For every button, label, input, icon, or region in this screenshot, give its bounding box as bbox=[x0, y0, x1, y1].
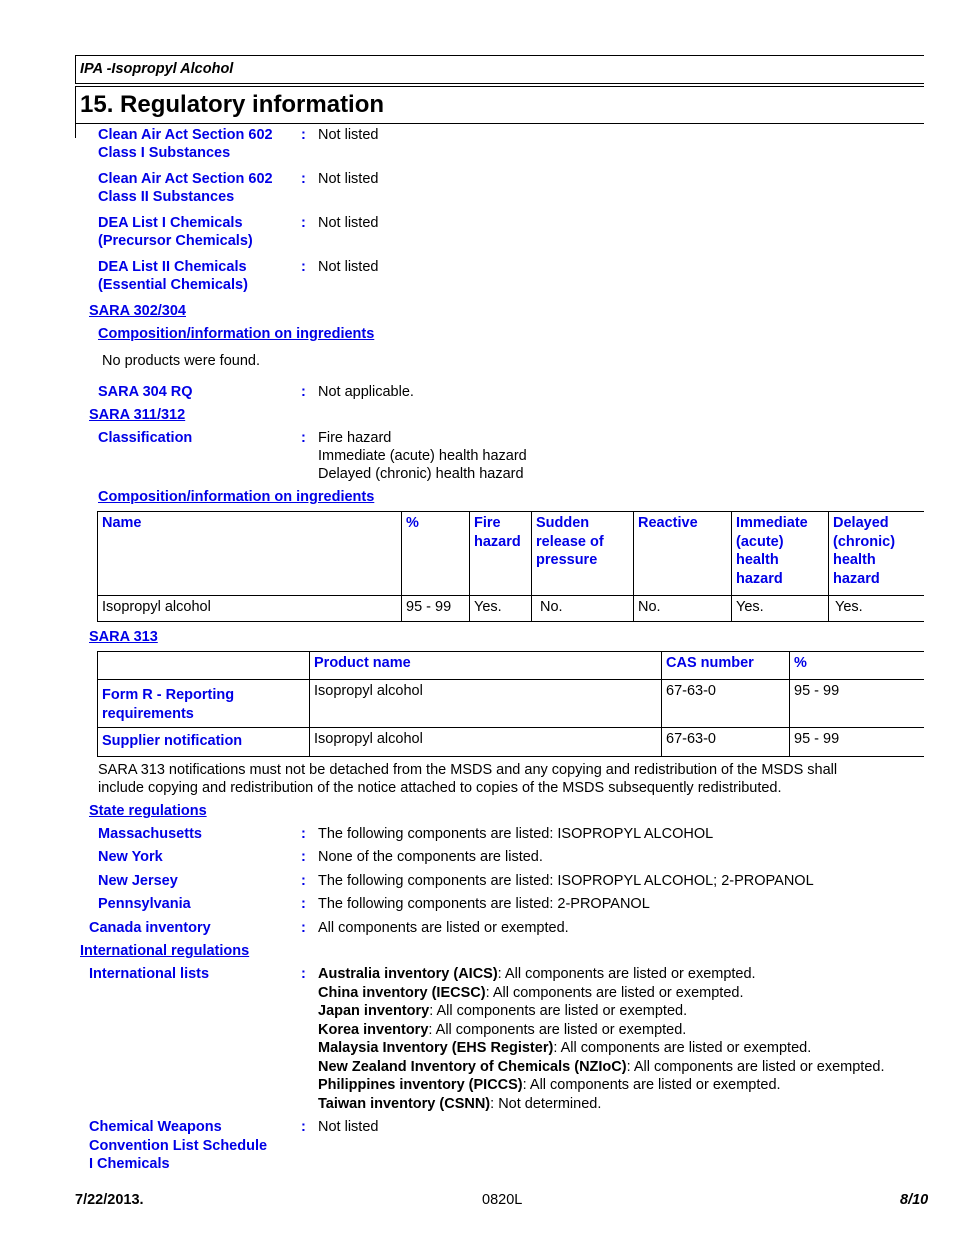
document-title-bar bbox=[75, 55, 924, 84]
col-percent: % bbox=[790, 652, 925, 680]
inventory-status: : All components are listed or exempted. bbox=[485, 984, 744, 1001]
table-row bbox=[98, 728, 925, 757]
cell: 95 - 99 bbox=[402, 596, 470, 622]
sara-313-note bbox=[98, 761, 837, 797]
table-row bbox=[98, 680, 925, 728]
label-line: Class I Substances bbox=[98, 145, 231, 161]
massachusetts-value: The following components are listed: ISOPROPYL ALCOHOL bbox=[318, 826, 714, 842]
classification-label: Classification bbox=[98, 430, 193, 446]
footer-code: 0820L bbox=[482, 1192, 523, 1208]
cell: 67-63-0 bbox=[662, 728, 790, 757]
colon: : bbox=[301, 384, 306, 400]
cell: 95 - 99 bbox=[790, 728, 925, 757]
row-label-form-r: Form R - Reporting requirements bbox=[98, 680, 310, 728]
colon: : bbox=[301, 1119, 306, 1135]
cell: Yes. bbox=[470, 596, 532, 622]
classification-item: Delayed (chronic) health hazard bbox=[318, 466, 524, 482]
colon: : bbox=[301, 920, 306, 936]
classification-item: Immediate (acute) health hazard bbox=[318, 448, 527, 464]
list-item bbox=[318, 965, 885, 984]
canada-inventory-value: All components are listed or exempted. bbox=[318, 920, 569, 936]
label-line: Convention List Schedule bbox=[89, 1137, 268, 1154]
international-regulations-heading: International regulations bbox=[80, 943, 250, 959]
label-line: Class II Substances bbox=[98, 189, 235, 205]
classification-item: Fire hazard bbox=[318, 430, 392, 446]
colon: : bbox=[301, 127, 306, 143]
note-line: include copying and redistribution of the notice attached to copies of the MSDS subsequently redistributed. bbox=[98, 780, 782, 796]
canada-inventory-label: Canada inventory bbox=[89, 920, 211, 936]
cell: Isopropyl alcohol bbox=[98, 596, 402, 622]
sara-311-heading: SARA 311/312 bbox=[89, 407, 186, 423]
inventory-name: Malaysia Inventory (EHS Register) bbox=[318, 1040, 554, 1056]
section-title-bar bbox=[75, 86, 924, 124]
dea-list1-value: Not listed bbox=[318, 215, 379, 231]
empty-header-cell bbox=[98, 652, 310, 680]
table-header-row bbox=[98, 652, 925, 680]
international-lists bbox=[318, 965, 885, 1113]
cell: Isopropyl alcohol bbox=[310, 728, 662, 757]
inventory-status: : Not determined. bbox=[490, 1095, 602, 1112]
state-regulations-heading: State regulations bbox=[89, 803, 207, 819]
col-percent: % bbox=[402, 512, 470, 596]
new-jersey-label: New Jersey bbox=[98, 873, 178, 889]
new-york-label: New York bbox=[98, 849, 163, 865]
classification-values bbox=[318, 429, 527, 483]
section-title: 15. Regulatory information bbox=[80, 91, 385, 118]
inventory-status: : All components are listed or exempted. bbox=[429, 1003, 688, 1019]
list-item bbox=[318, 1076, 885, 1095]
chemical-weapons-label bbox=[89, 1118, 267, 1174]
col-immediate: Immediate (acute) health hazard bbox=[732, 512, 829, 596]
list-item bbox=[318, 1002, 885, 1021]
col-fire-hazard: Fire hazard bbox=[470, 512, 532, 596]
cell: No. bbox=[634, 596, 732, 622]
inventory-name: Taiwan inventory (CSNN) bbox=[318, 1095, 491, 1112]
table-row bbox=[98, 596, 925, 622]
list-item bbox=[318, 984, 885, 1003]
inventory-name: Japan inventory bbox=[318, 1003, 430, 1019]
sara-302-composition-heading: Composition/information on ingredients bbox=[98, 326, 375, 342]
label-line: Clean Air Act Section 602 bbox=[98, 171, 273, 187]
cell: Yes. bbox=[732, 596, 829, 622]
table-header-row bbox=[98, 512, 925, 596]
dea-list2-value: Not listed bbox=[318, 259, 379, 275]
colon: : bbox=[301, 849, 306, 865]
new-jersey-value: The following components are listed: ISOPROPYL ALCOHOL; 2-PROPANOL bbox=[318, 873, 814, 889]
sara-304-rq-value: Not applicable. bbox=[318, 384, 414, 400]
inventory-status: : All components are listed or exempted. bbox=[522, 1077, 781, 1093]
list-item bbox=[318, 1095, 885, 1114]
inventory-status: : All components are listed or exempted. bbox=[553, 1040, 812, 1056]
dea-list1-label bbox=[98, 214, 253, 250]
left-rule bbox=[75, 124, 76, 138]
label-line: (Precursor Chemicals) bbox=[98, 233, 253, 249]
clean-air-602-class2-value: Not listed bbox=[318, 171, 379, 187]
no-products-text: No products were found. bbox=[102, 353, 260, 369]
clean-air-602-class2-label bbox=[98, 170, 273, 206]
clean-air-602-class1-value: Not listed bbox=[318, 127, 379, 143]
colon: : bbox=[301, 826, 306, 842]
footer-date: 7/22/2013. bbox=[75, 1192, 144, 1208]
international-lists-label: International lists bbox=[89, 966, 210, 982]
inventory-name: New Zealand Inventory of Chemicals (NZIoC) bbox=[318, 1058, 627, 1075]
cell: Isopropyl alcohol bbox=[310, 680, 662, 728]
cell: 95 - 99 bbox=[790, 680, 925, 728]
cell: Yes. bbox=[829, 596, 925, 622]
col-sudden-release: Sudden release of pressure bbox=[532, 512, 634, 596]
cell: 67-63-0 bbox=[662, 680, 790, 728]
label-line: Clean Air Act Section 602 bbox=[98, 127, 273, 143]
colon: : bbox=[301, 259, 306, 275]
colon: : bbox=[301, 896, 306, 912]
label-line: Chemical Weapons bbox=[89, 1119, 222, 1135]
inventory-name: Korea inventory bbox=[318, 1021, 429, 1038]
massachusetts-label: Massachusetts bbox=[98, 826, 202, 842]
note-line: SARA 313 notifications must not be detached from the MSDS and any copying and redistribution of the MSDS shall bbox=[98, 762, 838, 778]
cell: No. bbox=[532, 596, 634, 622]
col-name: Name bbox=[98, 512, 402, 596]
col-delayed: Delayed (chronic) health hazard bbox=[829, 512, 925, 596]
colon: : bbox=[301, 215, 306, 231]
sara-313-table bbox=[97, 651, 924, 757]
dea-list2-label bbox=[98, 258, 248, 294]
clean-air-602-class1-label bbox=[98, 126, 273, 162]
sara-304-rq-label: SARA 304 RQ bbox=[98, 384, 193, 400]
list-item bbox=[318, 1021, 885, 1040]
label-line: I Chemicals bbox=[89, 1156, 170, 1172]
inventory-status: : All components are listed or exempted. bbox=[626, 1058, 885, 1075]
sara-302-heading: SARA 302/304 bbox=[89, 303, 186, 319]
label-line: (Essential Chemicals) bbox=[98, 277, 248, 293]
col-cas-number: CAS number bbox=[662, 652, 790, 680]
sara-311-table bbox=[97, 511, 924, 622]
inventory-name: Philippines inventory (PICCS) bbox=[318, 1077, 523, 1093]
pennsylvania-value: The following components are listed: 2-PROPANOL bbox=[318, 896, 650, 912]
colon: : bbox=[301, 966, 306, 982]
inventory-status: : All components are listed or exempted. bbox=[497, 966, 756, 982]
inventory-status: : All components are listed or exempted. bbox=[428, 1021, 687, 1038]
pennsylvania-label: Pennsylvania bbox=[98, 896, 191, 912]
list-item bbox=[318, 1039, 885, 1058]
list-item bbox=[318, 1058, 885, 1077]
label-line: DEA List II Chemicals bbox=[98, 259, 247, 275]
new-york-value: None of the components are listed. bbox=[318, 849, 543, 865]
col-reactive: Reactive bbox=[634, 512, 732, 596]
inventory-name: China inventory (IECSC) bbox=[318, 984, 486, 1001]
document-title: IPA -Isopropyl Alcohol bbox=[80, 61, 234, 77]
col-product-name: Product name bbox=[310, 652, 662, 680]
colon: : bbox=[301, 430, 306, 446]
sara-313-heading: SARA 313 bbox=[89, 629, 158, 645]
row-label-supplier: Supplier notification bbox=[98, 728, 310, 757]
label-line: DEA List I Chemicals bbox=[98, 215, 243, 231]
colon: : bbox=[301, 171, 306, 187]
footer-page-number: 8/10 bbox=[900, 1192, 929, 1208]
inventory-name: Australia inventory (AICS) bbox=[318, 966, 498, 982]
chemical-weapons-value: Not listed bbox=[318, 1119, 379, 1135]
sara-311-composition-heading: Composition/information on ingredients bbox=[98, 489, 375, 505]
colon: : bbox=[301, 873, 306, 889]
